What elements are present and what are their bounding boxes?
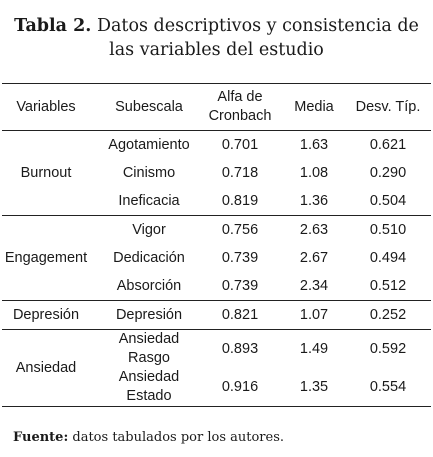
media-cell: 2.63 [299,221,329,238]
header-variables: Variables [16,99,76,115]
header-desv: Desv. Típ. [355,99,421,115]
alfa-cell: 0.916 [221,378,259,395]
subescala-cell: Rasgo [128,350,170,366]
table-caption [0,14,433,62]
group-rule [2,300,431,301]
desv-cell: 0.554 [369,378,407,395]
media-cell: 1.07 [299,306,329,323]
alfa-cell: 0.739 [221,249,259,266]
media-cell: 1.63 [299,136,329,153]
subescala-cell: Depresión [115,306,183,323]
alfa-cell: 0.893 [221,340,259,357]
subescala-cell: Dedicación [113,249,185,266]
group-rule [2,215,431,216]
header-alfa-line1: Alfa de [217,89,263,105]
alfa-cell: 0.819 [221,192,259,209]
header-rule [2,130,431,131]
variable-cell: Depresión [12,306,80,323]
alfa-cell: 0.701 [221,136,259,153]
variable-cell: Ansiedad [15,359,77,376]
variable-cell: Burnout [20,164,72,181]
table-bottom-rule [2,406,431,407]
alfa-cell: 0.739 [221,277,259,294]
media-cell: 1.08 [299,164,329,181]
subescala-cell: Ansiedad [118,331,180,347]
media-cell: 1.49 [299,340,329,357]
group-rule [2,329,431,330]
desv-cell: 0.621 [369,136,407,153]
alfa-cell: 0.718 [221,164,259,181]
subescala-cell: Ansiedad [118,369,180,385]
media-cell: 1.36 [299,192,329,209]
header-media: Media [294,99,334,115]
alfa-cell: 0.821 [221,306,259,323]
header-subescala: Subescala [115,99,183,115]
media-cell: 2.67 [299,249,329,266]
desv-cell: 0.494 [369,249,407,266]
subescala-cell: Absorción [116,277,182,294]
media-cell: 2.34 [299,277,329,294]
subescala-cell: Cinismo [122,164,176,181]
header-alfa-line2: Cronbach [208,108,272,124]
subescala-cell: Agotamiento [108,136,190,153]
desv-cell: 0.510 [369,221,407,238]
caption-text-2: las variables del estudio [109,40,324,60]
variable-cell: Engagement [4,249,88,266]
desv-cell: 0.290 [369,164,407,181]
desv-cell: 0.504 [369,192,407,209]
subescala-cell: Ineficacia [118,192,180,209]
caption-line-1 [0,14,433,38]
subescala-cell: Vigor [132,221,166,238]
desv-cell: 0.592 [369,340,407,357]
caption-label: Tabla 2. [14,16,92,36]
media-cell: 1.35 [299,378,329,395]
table-top-rule [2,83,431,84]
subescala-cell: Estado [126,388,172,404]
caption-text-1: Datos descriptivos y consistencia de [96,16,419,36]
desv-cell: 0.512 [369,277,407,294]
alfa-cell: 0.756 [221,221,259,238]
table-source [13,430,284,445]
source-text: datos tabulados por los autores. [72,430,285,445]
desv-cell: 0.252 [369,306,407,323]
source-label: Fuente: [13,430,69,445]
